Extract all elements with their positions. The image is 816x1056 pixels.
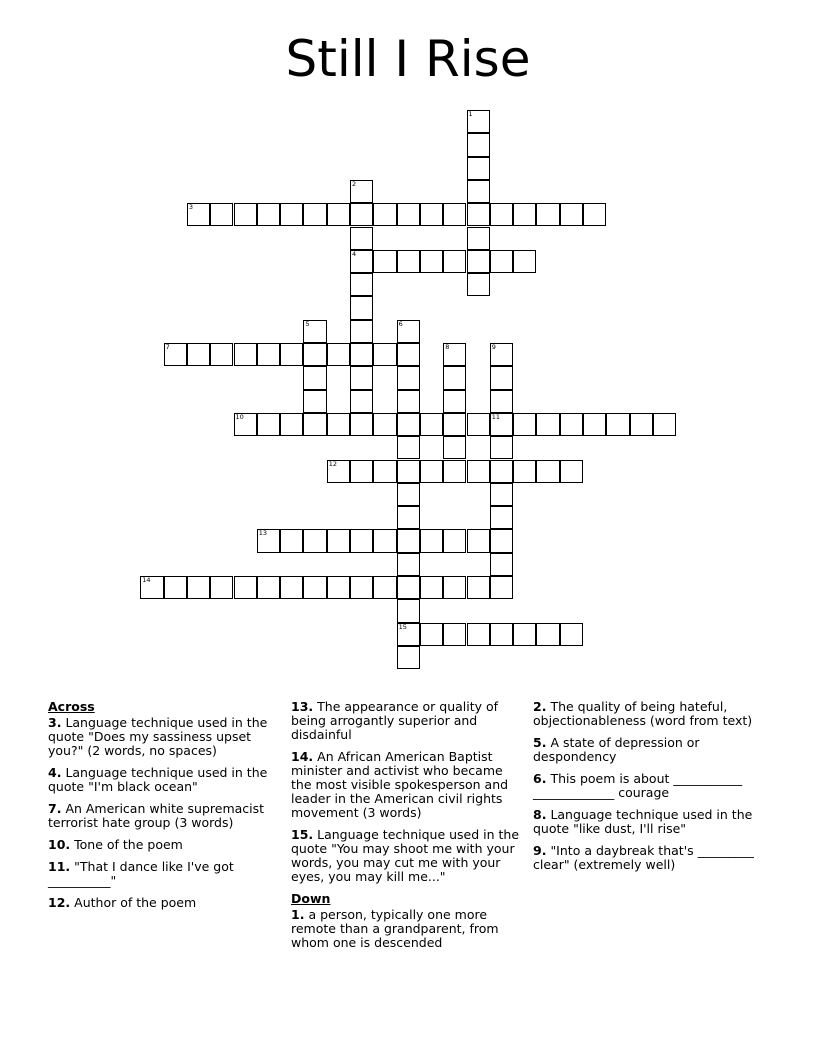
grid-cell[interactable] bbox=[210, 203, 233, 226]
grid-cell[interactable] bbox=[490, 483, 513, 506]
grid-cell[interactable] bbox=[350, 366, 373, 389]
grid-cell[interactable] bbox=[303, 366, 326, 389]
grid-cell[interactable] bbox=[467, 227, 490, 250]
grid-cell[interactable] bbox=[490, 529, 513, 552]
grid-cell[interactable] bbox=[560, 460, 583, 483]
grid-cell[interactable] bbox=[350, 227, 373, 250]
grid-cell[interactable] bbox=[513, 460, 536, 483]
grid-cell[interactable] bbox=[467, 413, 490, 436]
grid-cell[interactable] bbox=[467, 460, 490, 483]
grid-cell[interactable] bbox=[443, 366, 466, 389]
grid-cell[interactable] bbox=[373, 203, 396, 226]
grid-cell[interactable] bbox=[490, 250, 513, 273]
grid-cell[interactable] bbox=[443, 203, 466, 226]
clue-number: 13 bbox=[258, 529, 268, 538]
clue-number: 7 bbox=[165, 343, 170, 351]
grid-cell[interactable] bbox=[397, 320, 420, 343]
grid-cell[interactable] bbox=[467, 157, 490, 180]
grid-cell[interactable] bbox=[234, 203, 257, 226]
grid-cell[interactable] bbox=[350, 180, 373, 203]
clue-number: 1 bbox=[468, 110, 473, 118]
grid-cell[interactable] bbox=[490, 576, 513, 599]
grid-cell[interactable] bbox=[350, 250, 373, 273]
grid-cell[interactable] bbox=[373, 343, 396, 366]
grid-cell[interactable] bbox=[420, 460, 443, 483]
down-heading: Down bbox=[291, 891, 331, 906]
clue-down-2: 2. The quality of being hateful, objectionableness (word from text) bbox=[533, 699, 753, 728]
grid-cell[interactable] bbox=[490, 506, 513, 529]
grid-cell[interactable] bbox=[420, 203, 443, 226]
grid-cell[interactable] bbox=[420, 623, 443, 646]
grid-cell[interactable] bbox=[303, 343, 326, 366]
clue-number: 3 bbox=[188, 203, 194, 212]
across-heading: Across bbox=[48, 699, 95, 714]
grid-cell[interactable] bbox=[373, 529, 396, 552]
clues-column-3 bbox=[533, 700, 768, 880]
clue-number: 15 bbox=[398, 622, 407, 631]
grid-cell[interactable] bbox=[536, 413, 559, 436]
grid-cell[interactable] bbox=[140, 576, 163, 599]
grid-cell[interactable] bbox=[234, 413, 257, 436]
grid-cell[interactable] bbox=[513, 623, 536, 646]
grid-cell[interactable] bbox=[303, 390, 326, 413]
clues-column-1 bbox=[48, 700, 283, 918]
grid-cell[interactable] bbox=[397, 250, 420, 273]
grid-cell[interactable] bbox=[327, 203, 350, 226]
grid-cell[interactable] bbox=[327, 460, 350, 483]
clue-across-10: 10. Tone of the poem bbox=[48, 837, 183, 852]
grid-cell[interactable] bbox=[420, 529, 443, 552]
clue-number: 12 bbox=[328, 459, 337, 468]
grid-cell[interactable] bbox=[210, 576, 233, 599]
grid-cell[interactable] bbox=[490, 203, 513, 226]
grid-cell[interactable] bbox=[397, 390, 420, 413]
grid-cell[interactable] bbox=[467, 110, 490, 133]
grid-cell[interactable] bbox=[280, 203, 303, 226]
grid-cell[interactable] bbox=[420, 413, 443, 436]
grid-cell[interactable] bbox=[210, 343, 233, 366]
grid-cell[interactable] bbox=[280, 576, 303, 599]
grid-cell[interactable] bbox=[350, 460, 373, 483]
grid-cell[interactable] bbox=[327, 343, 350, 366]
clue-across-13: 13. The appearance or quality of being arrogantly superior and disdainful bbox=[291, 699, 499, 742]
grid-cell[interactable] bbox=[397, 343, 420, 366]
grid-cell[interactable] bbox=[420, 250, 443, 273]
grid-cell[interactable] bbox=[560, 413, 583, 436]
grid-cell[interactable] bbox=[443, 623, 466, 646]
grid-cell[interactable] bbox=[653, 413, 676, 436]
grid-cell[interactable] bbox=[513, 203, 536, 226]
grid-cell[interactable] bbox=[490, 390, 513, 413]
grid-cell[interactable] bbox=[350, 203, 373, 226]
grid-cell[interactable] bbox=[280, 343, 303, 366]
grid-cell[interactable] bbox=[467, 133, 490, 156]
grid-cell[interactable] bbox=[397, 483, 420, 506]
grid-cell[interactable] bbox=[467, 529, 490, 552]
grid-cell[interactable] bbox=[397, 646, 420, 669]
grid-cell[interactable] bbox=[490, 413, 513, 436]
grid-cell[interactable] bbox=[257, 413, 280, 436]
clues-column-2 bbox=[291, 700, 521, 958]
grid-cell[interactable] bbox=[397, 506, 420, 529]
grid-cell[interactable] bbox=[373, 460, 396, 483]
grid-cell[interactable] bbox=[443, 436, 466, 459]
grid-cell[interactable] bbox=[420, 576, 443, 599]
clue-across-4: 4. Language technique used in the quote "I'm black ocean" bbox=[48, 765, 268, 794]
clue-across-11: 11. "That I dance like I've got __________" bbox=[48, 859, 234, 888]
grid-cell[interactable] bbox=[397, 529, 420, 552]
grid-cell[interactable] bbox=[164, 576, 187, 599]
clue-down-5: 5. A state of depression or despondency bbox=[533, 735, 700, 764]
clue-number: 11 bbox=[491, 412, 501, 421]
clue-number: 2 bbox=[352, 179, 357, 188]
clue-down-8: 8. Language technique used in the quote "like dust, I'll rise" bbox=[533, 807, 753, 836]
grid-cell[interactable] bbox=[467, 623, 490, 646]
grid-cell[interactable] bbox=[303, 529, 326, 552]
grid-cell[interactable] bbox=[280, 413, 303, 436]
grid-cell[interactable] bbox=[350, 296, 373, 319]
grid-cell[interactable] bbox=[467, 203, 490, 226]
grid-cell[interactable] bbox=[373, 250, 396, 273]
grid-cell[interactable] bbox=[536, 623, 559, 646]
grid-cell[interactable] bbox=[443, 576, 466, 599]
grid-cell[interactable] bbox=[257, 529, 280, 552]
grid-cell[interactable] bbox=[443, 250, 466, 273]
grid-cell[interactable] bbox=[536, 203, 559, 226]
grid-cell[interactable] bbox=[373, 413, 396, 436]
clue-down-6: 6. This poem is about ___________ _____________ courage bbox=[533, 771, 743, 800]
clue-number: 14 bbox=[142, 576, 151, 584]
grid-cell[interactable] bbox=[257, 576, 280, 599]
grid-cell[interactable] bbox=[467, 576, 490, 599]
grid-cell[interactable] bbox=[397, 436, 420, 459]
grid-cell[interactable] bbox=[327, 576, 350, 599]
grid-cell[interactable] bbox=[327, 529, 350, 552]
grid-cell[interactable] bbox=[350, 576, 373, 599]
grid-cell[interactable] bbox=[490, 436, 513, 459]
grid-cell[interactable] bbox=[303, 576, 326, 599]
grid-cell[interactable] bbox=[536, 460, 559, 483]
grid-cell[interactable] bbox=[513, 413, 536, 436]
clue-across-3: 3. Language technique used in the quote "Does my sassiness upset you?" (2 words, no spaces) bbox=[48, 715, 268, 758]
grid-cell[interactable] bbox=[257, 343, 280, 366]
grid-cell[interactable] bbox=[606, 413, 629, 436]
grid-cell[interactable] bbox=[327, 413, 350, 436]
grid-cell[interactable] bbox=[513, 250, 536, 273]
grid-cell[interactable] bbox=[397, 366, 420, 389]
grid-cell[interactable] bbox=[303, 320, 326, 343]
grid-cell[interactable] bbox=[303, 413, 326, 436]
grid-cell[interactable] bbox=[630, 413, 653, 436]
grid-cell[interactable] bbox=[350, 320, 373, 343]
grid-cell[interactable] bbox=[490, 460, 513, 483]
grid-cell[interactable] bbox=[443, 529, 466, 552]
clue-number: 9 bbox=[491, 343, 496, 351]
clue-number: 4 bbox=[352, 249, 357, 258]
grid-cell[interactable] bbox=[583, 413, 606, 436]
grid-cell[interactable] bbox=[490, 343, 513, 366]
grid-cell[interactable] bbox=[490, 366, 513, 389]
grid-cell[interactable] bbox=[350, 529, 373, 552]
clue-down-9: 9. "Into a daybreak that's _________ clear" (extremely well) bbox=[533, 843, 754, 872]
grid-cell[interactable] bbox=[583, 203, 606, 226]
grid-cell[interactable] bbox=[467, 273, 490, 296]
clue-number: 6 bbox=[398, 319, 403, 328]
grid-cell[interactable] bbox=[397, 599, 420, 622]
clue-down-1: 1. a person, typically one more remote than a grandparent, from whom one is descended bbox=[291, 907, 499, 950]
clue-number: 8 bbox=[445, 343, 450, 351]
grid-cell[interactable] bbox=[397, 203, 420, 226]
clue-across-14: 14. An African American Baptist minister and activist who became the most visible spokesperson and leader in the American civil rights movement (3 words) bbox=[291, 749, 509, 820]
clue-across-12: 12. Author of the poem bbox=[48, 895, 197, 910]
grid-cell[interactable] bbox=[234, 576, 257, 599]
grid-cell[interactable] bbox=[397, 576, 420, 599]
grid-cell[interactable] bbox=[397, 413, 420, 436]
grid-cell[interactable] bbox=[560, 623, 583, 646]
grid-cell[interactable] bbox=[257, 203, 280, 226]
grid-cell[interactable] bbox=[467, 180, 490, 203]
grid-cell[interactable] bbox=[164, 343, 187, 366]
grid-cell[interactable] bbox=[187, 343, 210, 366]
clue-across-7: 7. An American white supremacist terrorist hate group (3 words) bbox=[48, 801, 265, 830]
grid-cell[interactable] bbox=[443, 460, 466, 483]
grid-cell[interactable] bbox=[187, 576, 210, 599]
grid-cell[interactable] bbox=[443, 390, 466, 413]
clue-across-15: 15. Language technique used in the quote "You may shoot me with your words, you may cut me with your eyes, you may kill me..." bbox=[291, 827, 520, 884]
grid-cell[interactable] bbox=[397, 623, 420, 646]
clue-number: 5 bbox=[305, 319, 310, 328]
grid-cell[interactable] bbox=[560, 203, 583, 226]
grid-cell[interactable] bbox=[397, 553, 420, 576]
grid-cell[interactable] bbox=[490, 623, 513, 646]
grid-cell[interactable] bbox=[350, 413, 373, 436]
grid-cell[interactable] bbox=[350, 390, 373, 413]
grid-cell[interactable] bbox=[280, 529, 303, 552]
grid-cell[interactable] bbox=[350, 273, 373, 296]
grid-cell[interactable] bbox=[187, 203, 210, 226]
grid-cell[interactable] bbox=[234, 343, 257, 366]
grid-cell[interactable] bbox=[467, 250, 490, 273]
grid-cell[interactable] bbox=[443, 413, 466, 436]
grid-cell[interactable] bbox=[350, 343, 373, 366]
grid-cell[interactable] bbox=[303, 203, 326, 226]
grid-cell[interactable] bbox=[443, 343, 466, 366]
grid-cell[interactable] bbox=[397, 460, 420, 483]
grid-cell[interactable] bbox=[373, 576, 396, 599]
page-title: Still I Rise bbox=[285, 30, 531, 88]
grid-cell[interactable] bbox=[490, 553, 513, 576]
clue-number: 10 bbox=[235, 412, 244, 421]
